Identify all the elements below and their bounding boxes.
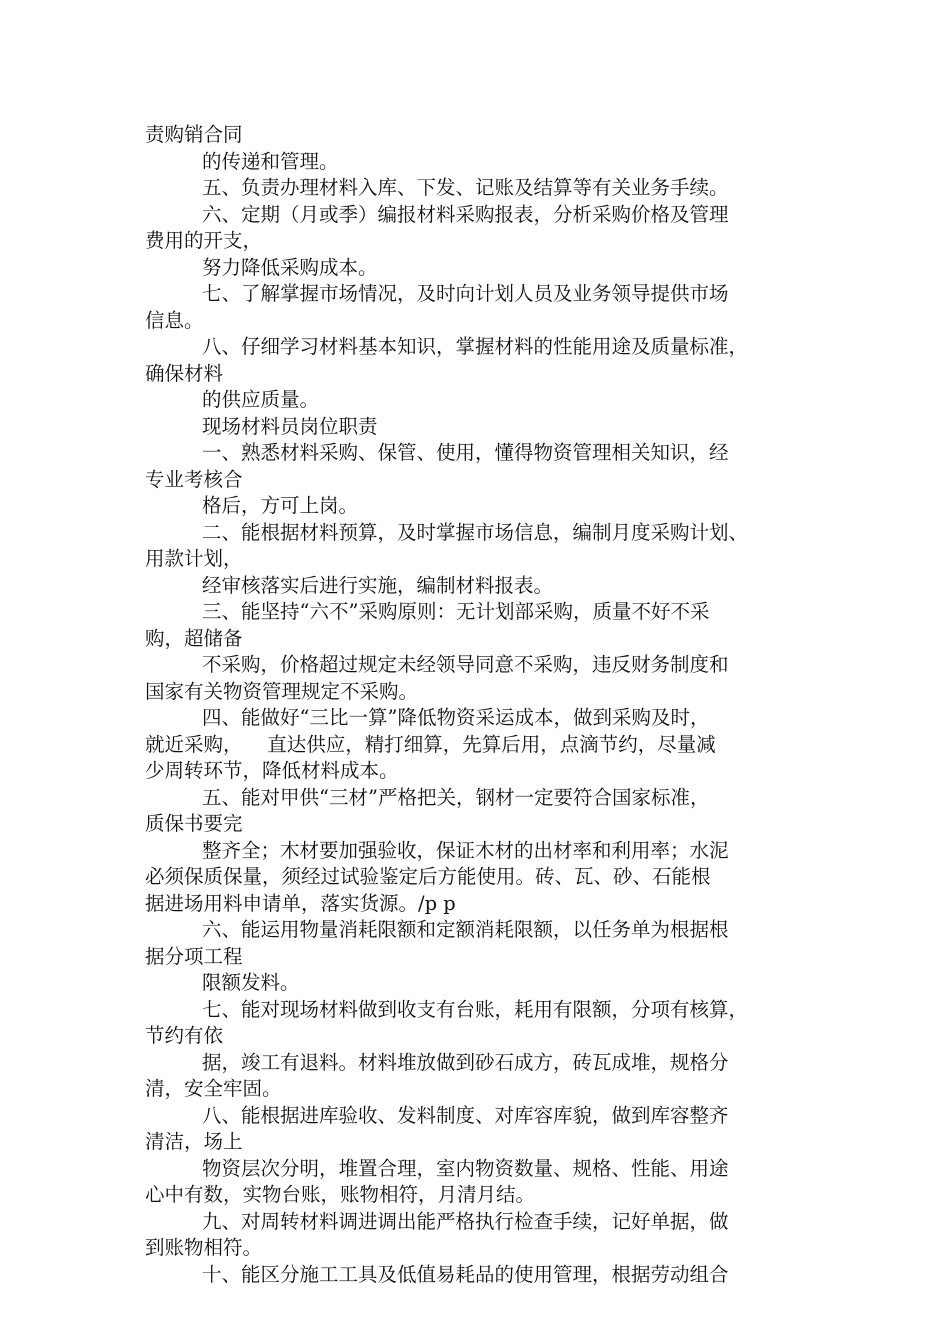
- text-line: 七、了解掌握市场情况，及时向计划人员及业务领导提供市场: [202, 282, 729, 305]
- text-line: 的传递和管理。: [202, 149, 339, 173]
- text-line: 整齐全；木材要加强验收，保证木材的出材率和利用率；水泥: [202, 838, 729, 862]
- text-line: 不采购，价格超过规定未经领导同意不采购，违反财务制度和: [202, 653, 729, 676]
- text-line: 清洁，场上: [145, 1130, 243, 1153]
- text-line: 经审核落实后进行实施，编制材料报表。: [202, 573, 554, 597]
- text-line: 信息。: [145, 308, 204, 332]
- text-line: 十、能区分施工工具及低值易耗品的使用管理，根据劳动组合: [202, 1262, 729, 1286]
- text-line: 格后，方可上岗。: [202, 494, 359, 517]
- text-line: 少周转环节，降低材料成本。: [145, 759, 399, 782]
- text-line: 必须保质保量，须经过试验鉴定后方能使用。砖、瓦、砂、石能根: [145, 865, 711, 888]
- text-line: 据，竣工有退料。材料堆放做到砂石成方，砖瓦成堆，规格分: [202, 1050, 729, 1074]
- text-line: 心中有数，实物台账，账物相符，月清月结。: [145, 1183, 536, 1206]
- text-line: 到账物相符。: [145, 1236, 263, 1259]
- text-line: 物资层次分明，堆置合理，室内物资数量、规格、性能、用途: [202, 1156, 729, 1180]
- text-line: 清，安全牢固。: [145, 1077, 282, 1100]
- text-line: 购，超储备: [145, 626, 243, 650]
- text-line: 一、熟悉材料采购、保管、使用，懂得物资管理相关知识，经: [202, 441, 729, 464]
- document-body: [145, 122, 825, 1288]
- text-line: 努力降低采购成本。: [202, 255, 378, 279]
- text-line: 据进场用料申请单，落实货源。/p p: [145, 891, 456, 915]
- text-line: 节约有依: [145, 1024, 224, 1047]
- text-line: 六、定期（月或季）编报材料采购报表，分析采购价格及管理: [202, 202, 729, 226]
- text-line: 国家有关物资管理规定不采购。: [145, 679, 419, 703]
- text-line: 四、能做好“三比一算”降低物资采运成本，做到采购及时，: [202, 706, 710, 729]
- text-line: 七、能对现场材料做到收支有台账，耗用有限额，分项有核算，: [202, 997, 749, 1021]
- text-line: 就近采购， 直达供应，精打细算，先算后用，点滴节约，尽量减: [145, 732, 716, 756]
- text-line: 三、能坚持“六不”采购原则：无计划部采购，质量不好不采: [202, 600, 710, 623]
- text-line: 专业考核合: [145, 467, 243, 491]
- text-line: 八、能根据进库验收、发料制度、对库容库貌，做到库容整齐: [202, 1103, 729, 1127]
- text-line: 五、能对甲供“三材”严格把关，钢材一定要符合国家标准，: [202, 785, 710, 809]
- text-line: 八、仔细学习材料基本知识，掌握材料的性能用途及质量标准，: [202, 335, 749, 358]
- text-line: 质保书要完: [145, 812, 243, 835]
- text-line: 费用的开支，: [145, 229, 263, 252]
- text-line: 的供应质量。: [202, 388, 320, 411]
- text-line: 五、负责办理材料入库、下发、记账及结算等有关业务手续。: [202, 176, 729, 199]
- text-line: 确保材料: [145, 361, 224, 385]
- text-line: 限额发料。: [202, 971, 300, 994]
- text-line: 据分项工程: [145, 944, 243, 968]
- text-line: 九、对周转材料调进调出能严格执行检查手续，记好单据，做: [202, 1209, 729, 1233]
- text-line: 现场材料员岗位职责: [202, 414, 378, 438]
- text-line: 责购销合同: [145, 123, 243, 146]
- text-line: 二、能根据材料预算，及时掌握市场信息，编制月度采购计划、: [202, 520, 749, 544]
- text-line: 六、能运用物量消耗限额和定额消耗限额，以任务单为根据根: [202, 918, 729, 941]
- text-line: 用款计划，: [145, 547, 243, 570]
